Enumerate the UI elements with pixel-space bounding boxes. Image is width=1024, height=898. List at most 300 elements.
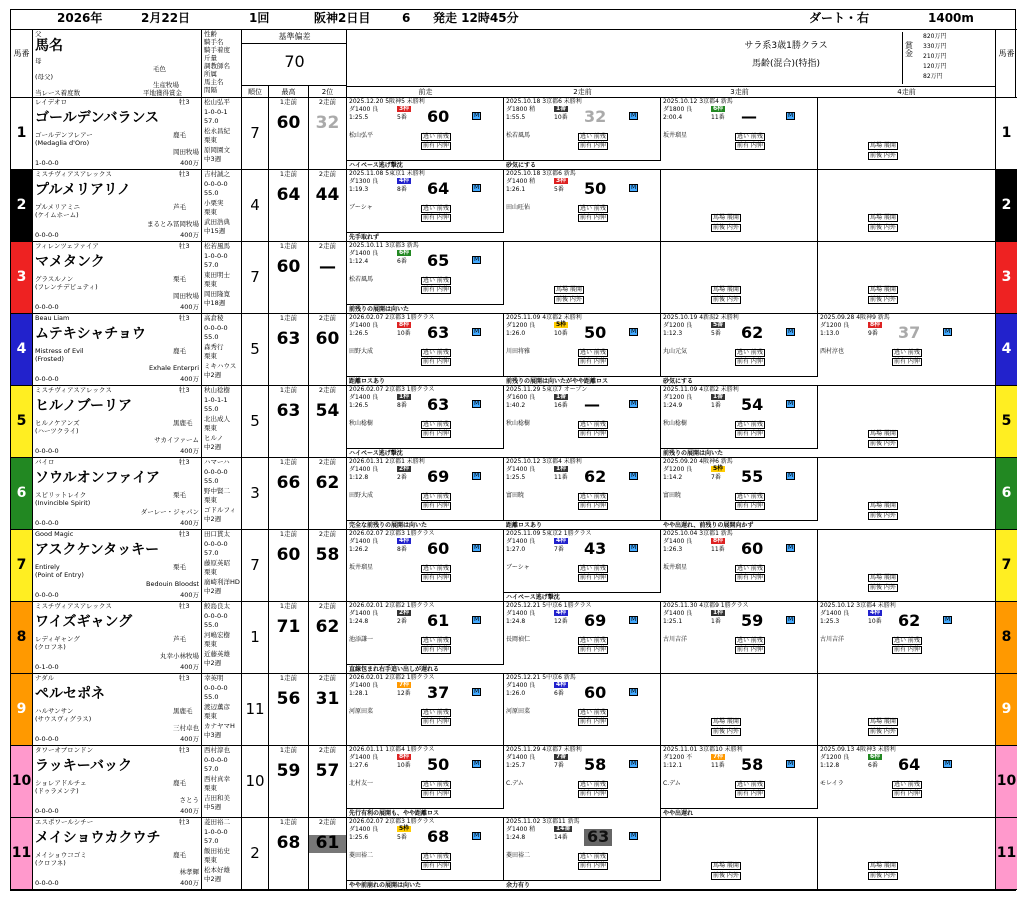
style-tag2: 逃い 前残 bbox=[737, 493, 763, 500]
jockey-name: 鮫島良太 bbox=[204, 602, 230, 610]
race-jockey: 坂井瑠星 bbox=[663, 564, 688, 571]
gate-badge: 1番 bbox=[556, 105, 567, 112]
jockey-name: 松若風馬 bbox=[204, 242, 230, 250]
style-tag: 前有 内伸 bbox=[580, 142, 606, 149]
style-tag: 前有 内伸 bbox=[737, 142, 763, 149]
race-cell bbox=[347, 458, 504, 529]
horse-name: メイショウカクウチ bbox=[35, 830, 161, 846]
race-cell bbox=[347, 386, 504, 457]
race-cell bbox=[347, 674, 504, 745]
race-position: 10番 bbox=[397, 762, 411, 769]
race-course: ダ1400 良 bbox=[663, 610, 693, 617]
top-label: 1走前 bbox=[279, 602, 298, 610]
jockey-info bbox=[202, 386, 242, 457]
race-title: 2025.10.04 3京都1 新馬 bbox=[663, 530, 733, 537]
race-time: 1:24.9 bbox=[663, 402, 683, 409]
top-value: 64 bbox=[276, 185, 301, 205]
earnings: 400万 bbox=[180, 303, 199, 311]
horse-number: 5 bbox=[11, 386, 33, 457]
race-cell bbox=[504, 98, 661, 169]
race-note: 前残りの展開は向いた bbox=[661, 448, 818, 457]
second-label: 2走前 bbox=[318, 602, 337, 610]
sire-name: タワーオブロンドン bbox=[35, 746, 94, 754]
sex-age: 牡3 bbox=[179, 818, 190, 826]
sire-name: ミスチヴィアスアレックス bbox=[35, 602, 112, 610]
style-tag: 前有 内伸 bbox=[423, 430, 449, 437]
race-title: 2026.02.07 2京都3 1勝クラス bbox=[349, 530, 435, 537]
race-cell bbox=[818, 98, 995, 169]
race-cell bbox=[347, 98, 504, 169]
race-title: 2026.02.01 2京都2 1勝クラス bbox=[349, 674, 435, 681]
second-score bbox=[309, 458, 347, 529]
style-tag: 前有 内伸 bbox=[423, 142, 449, 149]
horse-number-right: 7 bbox=[995, 530, 1017, 601]
race-position: 10番 bbox=[554, 330, 568, 337]
second-value: 58 bbox=[315, 545, 340, 565]
prize-item: 120万円 bbox=[923, 63, 947, 70]
race-position: 7番 bbox=[554, 546, 564, 553]
style-tag2: 逃い 前残 bbox=[580, 493, 606, 500]
race-course: ダ1200 良 bbox=[820, 322, 850, 329]
trainer: 藤原英昭 bbox=[204, 558, 230, 567]
horse-row bbox=[11, 314, 1017, 386]
horse-number: 10 bbox=[11, 746, 33, 817]
style-tag2: 逃い 前残 bbox=[737, 133, 763, 140]
pace-tag: M bbox=[788, 472, 794, 479]
race-title: 2025.11.29 5東京7 オープン bbox=[506, 386, 588, 393]
race-cell bbox=[661, 314, 818, 385]
column-header: 馬番 馬番 父 馬名 母 毛色 (母父) 生産牧場 当レース着度数 平地獲得賞金 性齢 騎手名 騎手着度 斤量 調教師名 所属 馬主名 間隔 基準偏差 70 順位 最高 2位 サラ系3歳1勝クラス 馬齢(混合)(特指) 賞金 820万円 330万円 210万円 120万円 82万円 前走 2走前 3走前 4走前 bbox=[11, 30, 1017, 98]
race-time: 1:13.0 bbox=[820, 330, 840, 337]
pace-tag: M bbox=[631, 112, 637, 119]
sex-age: 牡3 bbox=[179, 242, 190, 250]
pace-tag: M bbox=[474, 184, 480, 191]
style-tag: 前有 内伸 bbox=[894, 358, 920, 365]
race-title: 2025.10.12 3京都4 未勝利 bbox=[506, 458, 582, 465]
pace-tag: M bbox=[945, 760, 951, 767]
jockey-record: 0-0-0-0 bbox=[204, 755, 228, 764]
owner: 松本好雄 bbox=[204, 865, 230, 874]
race-title: 2025.11.29 4京都7 未勝利 bbox=[506, 746, 582, 753]
race-value: 63 bbox=[427, 323, 450, 342]
interval: 中15週 bbox=[204, 227, 226, 235]
second-score bbox=[309, 314, 347, 385]
coat-color: 栗毛 bbox=[173, 563, 186, 571]
race-position: 10番 bbox=[554, 114, 568, 121]
style-tag2: 逃い 前残 bbox=[894, 349, 920, 356]
race-cell bbox=[818, 386, 995, 457]
jockey-info bbox=[202, 530, 242, 601]
race-cell bbox=[818, 602, 995, 673]
jockey-info bbox=[202, 314, 242, 385]
race-cell bbox=[347, 242, 504, 313]
race-cell bbox=[504, 458, 661, 529]
gate-badge: 7番 bbox=[556, 753, 567, 760]
broodmare-sire: (Point of Entry) bbox=[35, 571, 84, 579]
horse-info bbox=[33, 674, 202, 745]
pace-tag: M bbox=[631, 688, 637, 695]
race-time: 1:19.3 bbox=[349, 186, 369, 193]
breeder: Bedouin Bloodst bbox=[146, 580, 199, 588]
race-jockey: モレイラ bbox=[820, 780, 844, 787]
pace-tag: M bbox=[631, 400, 637, 407]
style-tag2: 逃い 前残 bbox=[580, 781, 606, 788]
race-position: 6番 bbox=[554, 690, 564, 697]
horse-row bbox=[11, 530, 1017, 602]
broodmare-sire: (Medaglia d'Oro) bbox=[35, 139, 90, 147]
style-tag2: 前後 内外 bbox=[713, 296, 739, 303]
style-tag: 馬場 展開 bbox=[870, 574, 896, 581]
horse-info bbox=[33, 818, 202, 889]
pace-tag: M bbox=[631, 544, 637, 551]
prize-list bbox=[923, 32, 946, 82]
race-course: ダ1200 良 bbox=[663, 394, 693, 401]
top-score bbox=[269, 746, 309, 817]
race-course: ダ1400 良 bbox=[506, 466, 536, 473]
jockey-name: 高倉稜 bbox=[204, 314, 224, 322]
breeder: さとう bbox=[179, 796, 199, 804]
race-position: 5番 bbox=[397, 114, 407, 121]
race-course: ダ1200 不 bbox=[663, 754, 693, 761]
interval: 中2週 bbox=[204, 875, 222, 883]
second-score bbox=[309, 98, 347, 169]
pace-tag: M bbox=[945, 328, 951, 335]
region: 栗東 bbox=[204, 136, 217, 144]
pace-tag: M bbox=[631, 328, 637, 335]
race-value: 59 bbox=[741, 611, 764, 630]
race-course: ダ1800 良 bbox=[663, 106, 693, 113]
horse-number: 8 bbox=[11, 602, 33, 673]
race-course: ダ1400 良 bbox=[349, 394, 379, 401]
horse-row bbox=[11, 242, 1017, 314]
coat-color: 栗毛 bbox=[173, 275, 186, 283]
race-note: 余力有り bbox=[504, 880, 661, 889]
breeder: 林孝輝 bbox=[179, 868, 199, 876]
region: 栗東 bbox=[204, 568, 217, 576]
race-course: ダ1400 良 bbox=[349, 106, 379, 113]
race-position: 8番 bbox=[397, 402, 407, 409]
race-note: 距離ロスあり bbox=[504, 520, 661, 529]
race-value: 60 bbox=[584, 683, 607, 702]
jockey-info bbox=[202, 458, 242, 529]
race-time: 1:25.3 bbox=[820, 618, 840, 625]
weight: 55.0 bbox=[204, 405, 219, 413]
race-note: 前残りの展開は向いた bbox=[347, 304, 504, 313]
race-time: 1:25.6 bbox=[349, 834, 369, 841]
race-time: 1:40.2 bbox=[506, 402, 526, 409]
breeder: 丸幸小林牧場 bbox=[160, 652, 199, 660]
broodmare-sire: (Frosted) bbox=[35, 355, 64, 363]
pace-tag: M bbox=[788, 544, 794, 551]
trainer: 飯田祐史 bbox=[204, 846, 230, 855]
race-note: 砂気にする bbox=[504, 160, 661, 169]
top-value: 60 bbox=[276, 257, 301, 277]
earnings: 400万 bbox=[180, 159, 199, 167]
breeder: サカイファーム bbox=[154, 436, 199, 444]
gate-badge: 5枠 bbox=[713, 465, 724, 472]
owner: 武田浩典 bbox=[204, 217, 230, 226]
broodmare-sire: (ドゥラメンテ) bbox=[35, 787, 79, 795]
gate-badge: 4枠 bbox=[399, 177, 410, 184]
race-jockey: 田山旺佑 bbox=[506, 204, 531, 211]
style-tag2: 逃い 前残 bbox=[423, 853, 449, 860]
race-title: 2025.12.21 5中京6 新馬 bbox=[506, 674, 576, 681]
top-value: 60 bbox=[276, 545, 301, 565]
top-value: 60 bbox=[276, 113, 301, 133]
gate-badge: 4枠 bbox=[556, 537, 567, 544]
horse-info bbox=[33, 98, 202, 169]
race-jockey: 田野大成 bbox=[349, 492, 374, 499]
pace-tag: M bbox=[788, 112, 794, 119]
race-time: 1:26.5 bbox=[349, 330, 369, 337]
race-cell bbox=[504, 602, 661, 673]
race-time: 1:25.7 bbox=[506, 762, 526, 769]
race-record: 0-0-0-0 bbox=[35, 447, 59, 455]
race-value: 69 bbox=[427, 467, 450, 486]
gate-badge: 6枠 bbox=[870, 753, 881, 760]
race-position: 8番 bbox=[397, 546, 407, 553]
coat-color: 鹿毛 bbox=[173, 779, 186, 787]
race-value: 54 bbox=[741, 395, 764, 414]
style-tag2: 前後 内外 bbox=[556, 296, 582, 303]
second-label: 2走前 bbox=[318, 314, 337, 322]
trainer: 松永昌紀 bbox=[204, 126, 230, 135]
race-cell bbox=[504, 746, 661, 817]
sex-age: 牡3 bbox=[179, 170, 190, 178]
race-value: 65 bbox=[427, 251, 450, 270]
horse-name: マメタンク bbox=[35, 254, 105, 270]
style-tag2: 逃い 前残 bbox=[423, 277, 449, 284]
race-time: 1:25.5 bbox=[506, 474, 526, 481]
style-tag: 馬場 展開 bbox=[870, 862, 896, 869]
gate-badge: 3枠 bbox=[556, 177, 567, 184]
horse-info bbox=[33, 458, 202, 529]
race-title: 2026.01.31 2京都1 未勝利 bbox=[349, 458, 425, 465]
race-jockey: 富田暁 bbox=[506, 492, 525, 499]
interval: 中2週 bbox=[204, 371, 222, 379]
style-tag: 馬場 展開 bbox=[870, 502, 896, 509]
horse-row bbox=[11, 170, 1017, 242]
second-value: 60 bbox=[315, 329, 340, 349]
race-cell bbox=[504, 242, 661, 313]
race-jockey: 川田将雅 bbox=[506, 348, 531, 355]
style-tag: 前有 内伸 bbox=[894, 790, 920, 797]
race-cell bbox=[661, 386, 818, 457]
style-tag2: 逃い 前残 bbox=[580, 565, 606, 572]
style-tag: 前有 内伸 bbox=[423, 286, 449, 293]
second-label: 2走前 bbox=[318, 530, 337, 538]
rank: 10 bbox=[242, 746, 269, 817]
horse-number-right: 6 bbox=[995, 458, 1017, 529]
sex-age: 牡3 bbox=[179, 314, 190, 322]
second-label: 2走前 bbox=[318, 674, 337, 682]
top-score bbox=[269, 602, 309, 673]
race-title: 2025.10.18 3京都6 未勝利 bbox=[506, 98, 582, 105]
second-label: 2走前 bbox=[318, 170, 337, 178]
style-tag: 前有 内伸 bbox=[580, 718, 606, 725]
gate-badge: 7枠 bbox=[399, 681, 410, 688]
pace-tag: M bbox=[945, 616, 951, 623]
pace-tag: M bbox=[788, 616, 794, 623]
gate-badge: 8枠 bbox=[399, 753, 410, 760]
top-label: 1走前 bbox=[279, 314, 298, 322]
style-tag2: 前後 内外 bbox=[870, 440, 896, 447]
horse-number-right: 1 bbox=[995, 98, 1017, 169]
jockey-record: 0-0-0-0 bbox=[204, 539, 228, 548]
sire-name: ミスチヴィアスアレックス bbox=[35, 386, 112, 394]
race-time: 2:00.4 bbox=[663, 114, 683, 121]
gate-badge: 4枠 bbox=[556, 609, 567, 616]
jockey-header: 性齢 騎手名 騎手着度 斤量 調教師名 所属 馬主名 間隔 bbox=[202, 30, 242, 98]
race-position: 9番 bbox=[868, 330, 878, 337]
second-score bbox=[309, 746, 347, 817]
trainer: 小栗実 bbox=[204, 198, 224, 207]
top-score bbox=[269, 458, 309, 529]
race-cell bbox=[661, 458, 818, 529]
race-title: 2025.11.09 4京都2 未勝利 bbox=[506, 314, 582, 321]
style-tag2: 逃い 前残 bbox=[423, 565, 449, 572]
weight: 57.0 bbox=[204, 117, 219, 125]
second-label: 2走前 bbox=[318, 242, 337, 250]
style-tag: 馬場 展開 bbox=[556, 286, 582, 293]
race-cell bbox=[661, 98, 818, 169]
jockey-record: 1-0-0-0 bbox=[204, 251, 228, 260]
style-tag2: 前後 内外 bbox=[870, 872, 896, 879]
race-jockey: 松若風馬 bbox=[349, 276, 374, 283]
race-position: 2番 bbox=[397, 618, 407, 625]
race-position: 10番 bbox=[868, 618, 882, 625]
race-jockey: ブーシャ bbox=[349, 204, 373, 211]
style-tag2: 前後 内外 bbox=[870, 584, 896, 591]
race-course: ダート・右 bbox=[809, 11, 870, 25]
horse-number: 2 bbox=[11, 170, 33, 241]
owner: ミキハウス bbox=[204, 361, 237, 370]
style-tag: 前有 内伸 bbox=[737, 358, 763, 365]
pace-tag: M bbox=[474, 472, 480, 479]
prize-item: 82万円 bbox=[923, 73, 943, 80]
race-time: 1:12.1 bbox=[663, 762, 683, 769]
race-jockey: ブーシャ bbox=[506, 564, 530, 571]
style-tag2: 逃い 前残 bbox=[580, 133, 606, 140]
race-cell bbox=[504, 530, 661, 601]
race-value: 55 bbox=[741, 467, 764, 486]
race-value: 62 bbox=[898, 611, 921, 630]
style-tag2: 前後 内外 bbox=[713, 728, 739, 735]
gate-badge: 4枠 bbox=[870, 609, 881, 616]
race-position: 16番 bbox=[554, 402, 568, 409]
sire-name: レイデオロ bbox=[35, 98, 68, 106]
horse-row bbox=[11, 818, 1017, 890]
sire-name: Beau Liam bbox=[35, 314, 70, 322]
race-card-sheet bbox=[10, 9, 1016, 891]
race-cell bbox=[504, 674, 661, 745]
race-note: 完全な前残りの展開は向いた bbox=[347, 520, 504, 529]
race-position: 5番 bbox=[554, 186, 564, 193]
top-score bbox=[269, 314, 309, 385]
horse-info bbox=[33, 242, 202, 313]
pace-tag: M bbox=[788, 400, 794, 407]
race-jockey: 河原田菜 bbox=[506, 708, 531, 715]
second-score bbox=[309, 386, 347, 457]
owner: 原岡園文 bbox=[204, 145, 230, 154]
style-tag2: 前後 内外 bbox=[870, 152, 896, 159]
horse-name: ワイズギャング bbox=[35, 614, 133, 630]
prize-item: 820万円 bbox=[923, 33, 947, 40]
second-score bbox=[309, 674, 347, 745]
jockey-record: 0-0-0-0 bbox=[204, 611, 228, 620]
style-tag: 前有 内伸 bbox=[423, 502, 449, 509]
race-value: 58 bbox=[741, 755, 764, 774]
second-value: 62 bbox=[315, 617, 340, 637]
race-title: 2025.10.19 4新潟2 未勝利 bbox=[663, 314, 739, 321]
sex-age: 牡3 bbox=[179, 530, 190, 538]
race-time: 1:24.8 bbox=[506, 834, 526, 841]
race-title: 2025.11.09 5東京2 1勝クラス bbox=[506, 530, 592, 537]
sire-name: ミスチヴィアスアレックス bbox=[35, 170, 112, 178]
top-value: 63 bbox=[276, 329, 301, 349]
style-tag2: 逃い 前残 bbox=[580, 709, 606, 716]
race-value: 64 bbox=[427, 179, 450, 198]
sex-age: 牡3 bbox=[179, 674, 190, 682]
style-tag: 前有 内伸 bbox=[737, 430, 763, 437]
race-time: 1:25.5 bbox=[349, 114, 369, 121]
style-tag: 馬場 展開 bbox=[870, 214, 896, 221]
race-value: 37 bbox=[427, 683, 450, 702]
race-kai: 1回 bbox=[249, 11, 270, 25]
race-jockey: 坂井瑠星 bbox=[663, 132, 688, 139]
race-columns-header: 前走 2走前 3走前 4走前 bbox=[347, 86, 995, 98]
race-class: サラ系3歳1勝クラス bbox=[744, 41, 828, 51]
weight: 55.0 bbox=[204, 693, 219, 701]
uma-label-right: 馬番 bbox=[995, 30, 1017, 98]
race-time: 1:12.8 bbox=[349, 474, 369, 481]
style-tag2: 逃い 前残 bbox=[580, 349, 606, 356]
race-note: ハイペース逃げ撃沈 bbox=[347, 160, 504, 169]
second-score bbox=[309, 530, 347, 601]
race-number: 6 bbox=[402, 11, 411, 25]
race-course: ダ1200 良 bbox=[663, 466, 693, 473]
pace-tag: M bbox=[474, 832, 480, 839]
top-label: 1走前 bbox=[279, 170, 298, 178]
gate-badge: 14番 bbox=[556, 825, 571, 832]
race-cell bbox=[504, 314, 661, 385]
gate-badge: 3枠 bbox=[399, 105, 410, 112]
horse-row bbox=[11, 98, 1017, 170]
sex-age: 牡3 bbox=[179, 746, 190, 754]
top-score bbox=[269, 674, 309, 745]
earnings: 400万 bbox=[180, 879, 199, 887]
race-title: 2025.09.28 4阪神9 新馬 bbox=[820, 314, 890, 321]
race-position: 11番 bbox=[711, 762, 725, 769]
gate-badge: 6枠 bbox=[399, 249, 410, 256]
top-label: 1走前 bbox=[279, 674, 298, 682]
race-time: 1:55.5 bbox=[506, 114, 526, 121]
horse-number: 9 bbox=[11, 674, 33, 745]
trainer: 森秀行 bbox=[204, 342, 224, 351]
second-label: 2走前 bbox=[318, 818, 337, 826]
race-value: 43 bbox=[584, 539, 607, 558]
top-value: 66 bbox=[276, 473, 301, 493]
race-jockey: 秋山稔樹 bbox=[663, 420, 688, 427]
dam-name: グラスルノン bbox=[35, 275, 74, 283]
interval: 中2週 bbox=[204, 659, 222, 667]
race-record: 0-0-0-0 bbox=[35, 591, 59, 599]
gate-badge: 5枠 bbox=[399, 825, 410, 832]
style-tag2: 逃い 前残 bbox=[423, 781, 449, 788]
horse-row bbox=[11, 386, 1017, 458]
rank: 11 bbox=[242, 674, 269, 745]
jockey-info bbox=[202, 242, 242, 313]
